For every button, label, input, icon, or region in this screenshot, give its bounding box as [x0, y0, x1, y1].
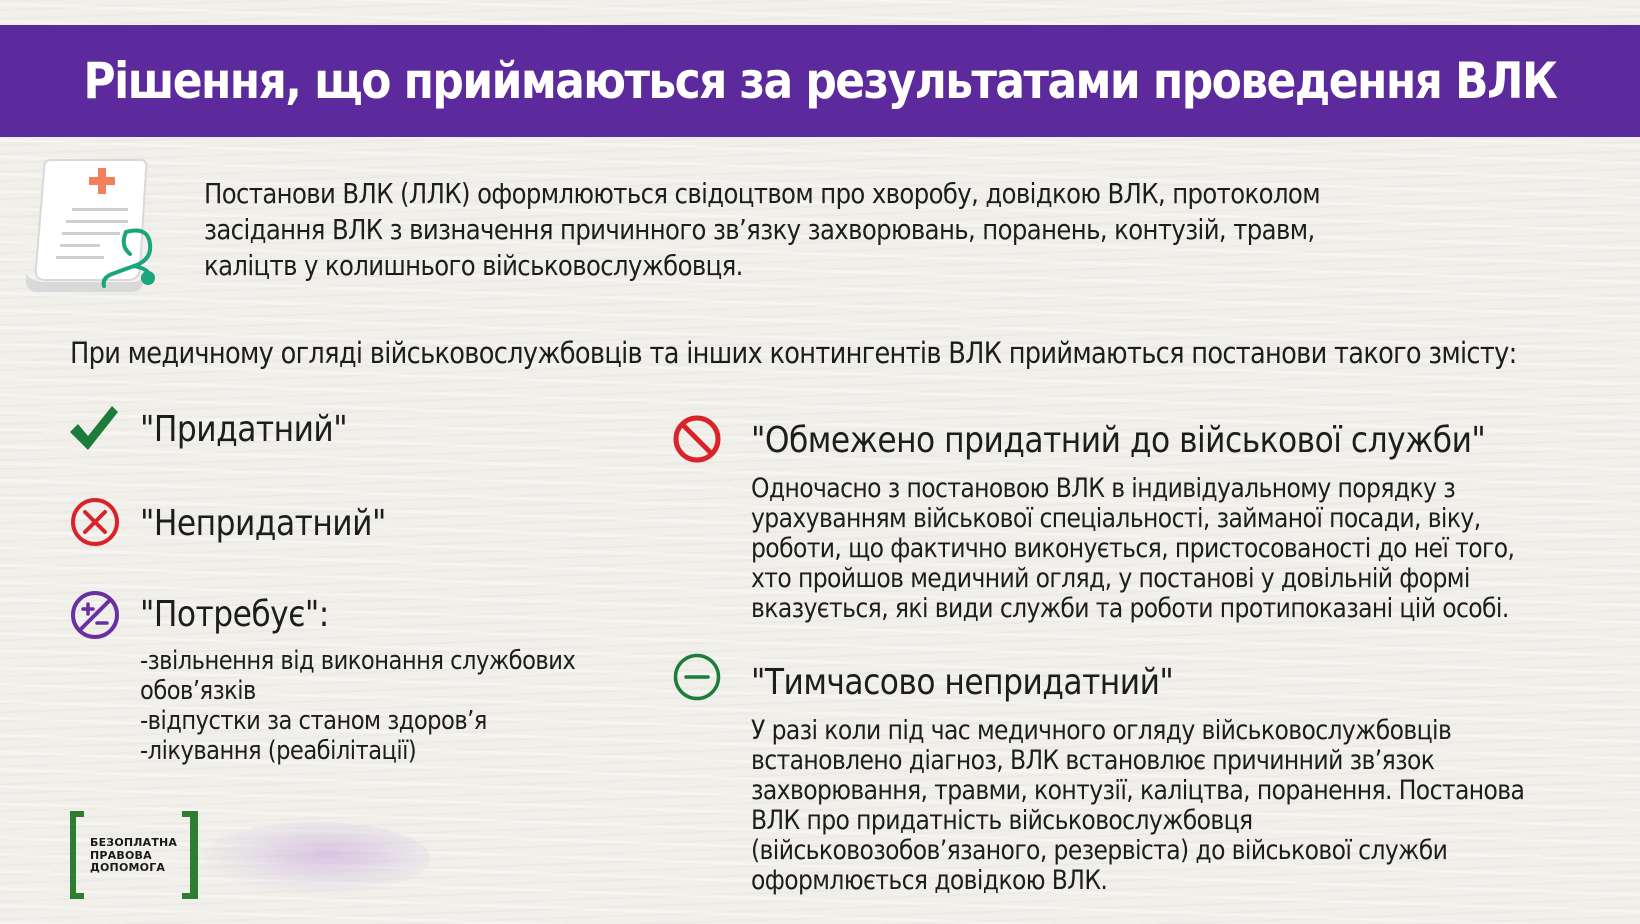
fit-label: "Придатний" — [140, 409, 348, 450]
list-item: -відпустки за станом здоров’я — [140, 706, 487, 736]
list-item: -звільнення від виконання службових обов’язків — [140, 646, 582, 706]
logo-text: БЕЗОПЛАТНА ПРАВОВА ДОПОМОГА — [90, 836, 178, 874]
intro-paragraph: Постанови ВЛК (ЛЛК) оформлюються свідоцтвом про хворобу, довідкою ВЛК, протоколом засідання ВЛК з визначення причинного зв’язку захворювань, поранень, контузій, травм, каліцтв у колишнього військовослужбовця. — [204, 177, 1320, 282]
lead-sentence: При медичному огляді військовослужбовців та інших контингентів ВЛК приймаються постанови такого змісту: — [70, 336, 1517, 370]
limited-title: "Обмежено придатний до військової служби" — [751, 420, 1486, 461]
needs-sub-list — [140, 646, 627, 766]
needs-label: "Потребує": — [140, 594, 329, 635]
check-icon — [68, 404, 120, 452]
temporary-description: У разі коли під час медичного огляду військовослужбовців встановлено діагноз, ВЛК встановлює причинний зв’язок захворювання, травми, контузії, каліцтва, поранення. Постанова ВЛК про придатність військовослужбовця (військовозобов’язаного, резервіста) до військової служби оформлюється довідкою ВЛК. — [751, 715, 1525, 896]
unfit-label: "Непридатний" — [140, 503, 386, 544]
temporary-title: "Тимчасово непридатний" — [751, 662, 1174, 703]
no-entry-icon — [672, 414, 722, 464]
list-item: -лікування (реабілітації) — [140, 736, 417, 766]
header-banner — [0, 25, 1640, 137]
minus-circle-icon — [672, 652, 722, 702]
decorative-blur — [200, 822, 430, 894]
circle-x-icon — [70, 497, 120, 547]
medical-document-icon — [22, 156, 162, 298]
page-title: Рішення, що приймаються за результатами проведення ВЛК — [83, 52, 1557, 110]
limited-description: Одночасно з постановою ВЛК в індивідуальному порядку з урахуванням військової спеціальності, займаної посади, віку, роботи, що фактично виконується, пристосованості до неї того, хто пройшов медичний огляд, у постанові у довільній формі вказується, які види служби та роботи протипоказані цій особі. — [751, 473, 1515, 624]
plus-minus-circle-icon — [70, 590, 120, 640]
free-legal-aid-logo — [70, 811, 198, 899]
